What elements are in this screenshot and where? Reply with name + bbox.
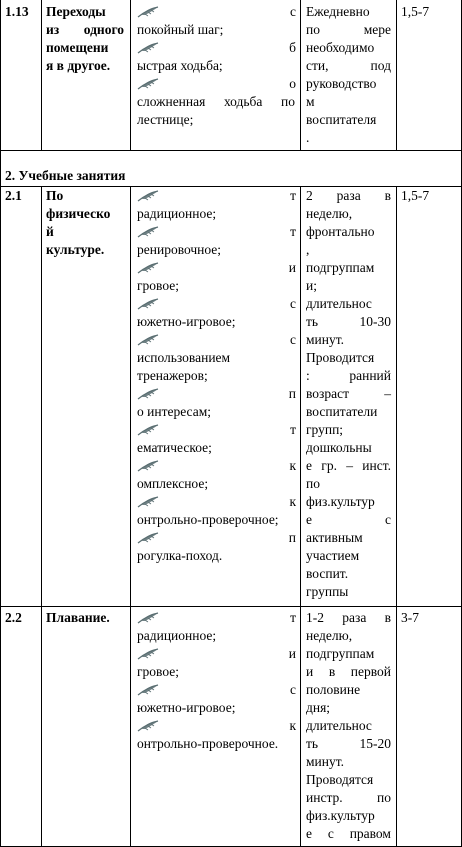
details-line: и; — [306, 278, 317, 293]
item-text: покойный шаг; — [137, 22, 224, 37]
details-line — [306, 313, 391, 331]
details-line: Проводится — [306, 350, 375, 365]
item-first-letter: к — [289, 458, 296, 473]
table-border-col1 — [41, 0, 42, 150]
feather-bullet-icon — [137, 298, 159, 310]
word: – — [346, 458, 353, 473]
row-title-line: Переходы — [46, 4, 106, 19]
word: ть — [306, 314, 319, 329]
table-border-col2b — [130, 186, 131, 847]
word: е — [306, 458, 312, 473]
word: по — [306, 22, 320, 37]
feather-bullet-icon — [137, 424, 159, 436]
details-line: фронтально — [306, 224, 375, 239]
feather-bullet-icon — [137, 460, 159, 472]
word: 2 — [306, 188, 313, 203]
details-line — [306, 57, 391, 75]
feather-bullet-icon — [137, 226, 159, 238]
word: из — [46, 22, 60, 37]
word: в — [384, 610, 391, 625]
section-title: 2. Учебные занятия — [5, 168, 126, 183]
item-text-line: тренажеров; — [137, 368, 208, 383]
feather-bullet-icon — [137, 612, 159, 624]
item-text: южетно-игровое; — [137, 700, 236, 715]
item-first-letter: к — [289, 718, 296, 733]
feather-bullet-icon — [137, 720, 159, 732]
item-first-letter: т — [290, 610, 296, 625]
item-text: гровое; — [137, 278, 179, 293]
row-title-line: физическо — [46, 206, 111, 221]
word: сти, — [306, 58, 329, 73]
row-title-line: я в другое. — [46, 58, 111, 73]
row-title-line: По — [46, 188, 64, 203]
word: раза — [342, 610, 367, 625]
details-line — [306, 789, 391, 807]
details-line: необходимо — [306, 40, 375, 55]
word: в — [384, 188, 391, 203]
details-line: длительнос — [306, 296, 372, 311]
word: с — [327, 826, 334, 841]
details-line: подгруппам — [306, 646, 375, 661]
item-text: радиционное; — [137, 628, 217, 643]
details-line — [306, 609, 391, 627]
item-first-letter: с — [290, 332, 296, 347]
word: одного — [83, 22, 124, 37]
word: с — [385, 512, 391, 527]
word: 10-30 — [359, 314, 391, 329]
item-first-letter: б — [289, 40, 296, 55]
word: ходьба — [223, 94, 263, 109]
row-title-line — [46, 21, 124, 39]
item-first-letter: с — [290, 296, 296, 311]
item-first-letter: с — [290, 4, 296, 19]
word: сложненная — [137, 94, 206, 109]
age-range: 3-7 — [401, 610, 419, 625]
details-line — [306, 735, 391, 753]
row-title-line: помещени — [46, 40, 109, 55]
word: гр. — [321, 458, 337, 473]
details-line: дошкольны — [306, 440, 372, 455]
row-border — [0, 186, 462, 187]
word: по — [281, 94, 295, 109]
word: первой — [350, 664, 391, 679]
item-first-letter: и — [288, 260, 296, 275]
item-first-letter: т — [290, 224, 296, 239]
feather-bullet-icon — [137, 190, 159, 202]
details-line: групп; — [306, 422, 344, 437]
item-first-letter: т — [290, 188, 296, 203]
details-line: Проводятся — [306, 772, 374, 787]
word: – — [384, 386, 391, 401]
details-line: физ.культур — [306, 494, 375, 509]
word: правом — [349, 826, 391, 841]
item-text: ыстрая ходьба; — [137, 58, 223, 73]
word: : — [306, 368, 310, 383]
details-line: группы — [306, 584, 349, 599]
word: под — [370, 58, 391, 73]
details-line: подгруппам — [306, 260, 375, 275]
item-text: омплексное; — [137, 476, 209, 491]
item-text: ренировочное; — [137, 242, 222, 257]
table-border-col1b — [41, 186, 42, 847]
feather-bullet-icon — [137, 78, 159, 90]
details-line: по — [306, 476, 320, 491]
details-line: половине — [306, 682, 361, 697]
details-line: участием — [306, 548, 360, 563]
item-first-letter: п — [288, 530, 296, 545]
details-line — [306, 511, 391, 529]
table-border-col3b — [300, 186, 301, 847]
details-line: воспитателя — [306, 112, 377, 127]
details-line: . — [306, 130, 310, 145]
item-text: рогулка-поход. — [137, 548, 223, 563]
word: е — [306, 512, 312, 527]
word: раза — [336, 188, 361, 203]
word: 15-20 — [359, 736, 391, 751]
item-text: о интересам; — [137, 404, 211, 419]
details-line: минут. — [306, 754, 345, 769]
feather-bullet-icon — [137, 496, 159, 508]
feather-bullet-icon — [137, 648, 159, 660]
word: е — [306, 826, 312, 841]
details-line: неделю, — [306, 206, 353, 221]
item-text: гровое; — [137, 664, 179, 679]
details-line: руководство — [306, 76, 377, 91]
word: 1-2 — [306, 610, 324, 625]
details-line — [306, 187, 391, 205]
word: ть — [306, 736, 319, 751]
details-line — [306, 825, 391, 843]
details-line: активным — [306, 530, 363, 545]
feather-bullet-icon — [137, 684, 159, 696]
details-line — [306, 663, 391, 681]
feather-bullet-icon — [137, 42, 159, 54]
feather-bullet-icon — [137, 6, 159, 18]
details-line — [306, 21, 391, 39]
table-border-col4b — [396, 186, 397, 847]
item-text-line — [137, 93, 295, 111]
details-line — [306, 457, 391, 475]
item-first-letter: и — [288, 646, 296, 661]
row-number: 2.1 — [5, 188, 22, 203]
word: инстр. — [306, 790, 343, 805]
word: ранний — [349, 368, 391, 383]
table-border-col2 — [130, 0, 131, 150]
details-line: Ежедневно — [306, 4, 370, 19]
row-border — [0, 150, 462, 151]
item-text: онтрольно-проверочное. — [137, 736, 279, 751]
details-line: физ.культур — [306, 808, 375, 823]
row-number: 1.13 — [5, 4, 29, 19]
feather-bullet-icon — [137, 388, 159, 400]
details-line: , — [306, 242, 310, 257]
row-border — [0, 606, 462, 607]
details-line: воспитатели — [306, 404, 378, 419]
details-line — [306, 385, 391, 403]
age-range: 1,5-7 — [401, 188, 430, 203]
details-line — [306, 367, 391, 385]
details-line: дня; — [306, 700, 331, 715]
item-text-line: использованием — [137, 350, 231, 365]
item-text-line: лестнице; — [137, 112, 194, 127]
feather-bullet-icon — [137, 262, 159, 274]
table-border-col4 — [396, 0, 397, 150]
row-title-line: й — [46, 224, 54, 239]
details-line: м — [306, 94, 315, 109]
item-first-letter: п — [288, 386, 296, 401]
item-first-letter: о — [289, 76, 296, 91]
word: и — [306, 664, 314, 679]
item-text: радиционное; — [137, 206, 217, 221]
item-first-letter: т — [290, 422, 296, 437]
row-number: 2.2 — [5, 610, 22, 625]
item-text: южетно-игровое; — [137, 314, 236, 329]
details-line: минут. — [306, 332, 345, 347]
item-text: ематическое; — [137, 440, 212, 455]
word: в — [328, 664, 336, 679]
item-text: онтрольно-проверочное; — [137, 512, 279, 527]
details-line: длительнос — [306, 718, 372, 733]
item-first-letter: к — [289, 494, 296, 509]
item-first-letter: с — [290, 682, 296, 697]
table-border-left — [0, 0, 1, 847]
word: инст. — [362, 458, 391, 473]
row-title-line: Плавание. — [46, 610, 110, 625]
feather-bullet-icon — [137, 334, 159, 346]
age-range: 1,5-7 — [401, 4, 430, 19]
table-border-col3 — [300, 0, 301, 150]
row-title-line: культуре. — [46, 242, 105, 257]
feather-bullet-icon — [137, 532, 159, 544]
word: мере — [363, 22, 391, 37]
details-line: воспит. — [306, 566, 349, 581]
word: по — [377, 790, 391, 805]
word: возраст — [306, 386, 349, 401]
details-line: неделю, — [306, 628, 353, 643]
